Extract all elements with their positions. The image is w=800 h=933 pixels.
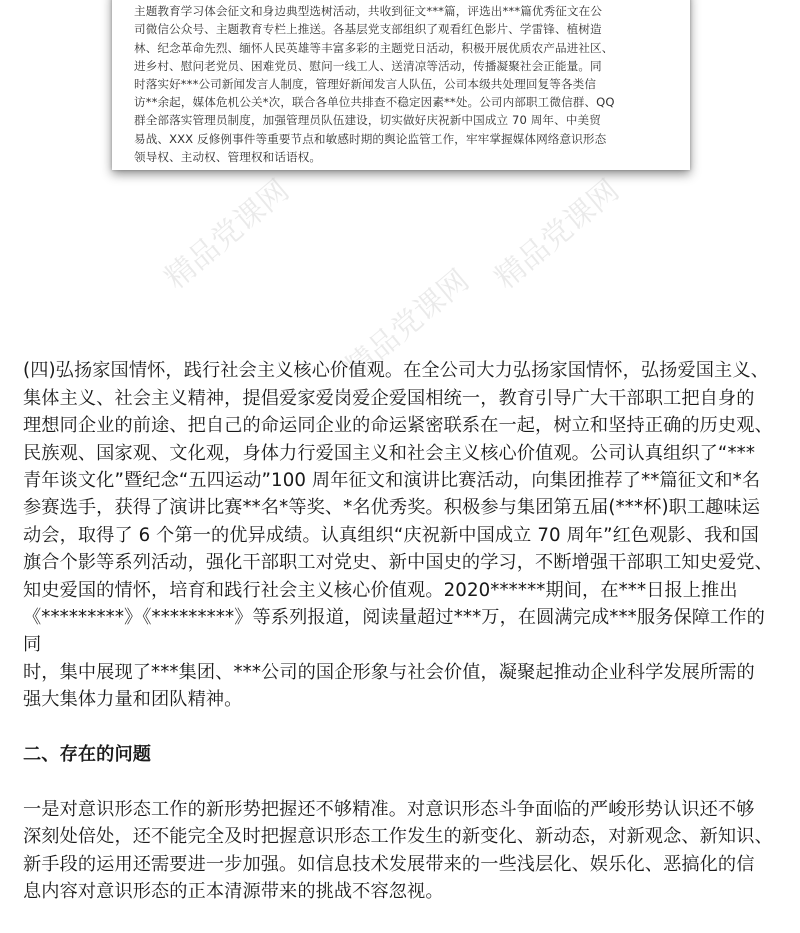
section-four-paragraph: (四)弘扬家国情怀，践行社会主义核心价值观。在全公司大力弘扬家国情怀，弘扬爱国主义、 集体主义、社会主义精神，提倡爱家爱岗爱企爱国相统一，教育引导广大干部职工把自身的 理想同企业的前途、把自己的命运同企业的命运紧密联系在一起，树立和坚持正确的历史观、 民族观、国家观、文化观，身体力行爱国主义和社会主义核心价值观。公司认真组织了“*** 青年谈文化”暨纪念“五四运动”100 周年征文和演讲比赛活动，向集团推荐了**篇征文和*名 参赛选手，获得了演讲比赛**名*等奖、*名优秀奖。积极参与集团第五届(***杯)职工趣味运 动会，取得了 6 个第一的优异成绩。认真组织“庆祝新中国成立 70 周年”红色观影、我和国 旗合个影等系列活动，强化干部职工对党史、新中国史的学习，不断增强干部职工知史爱党、 知史爱国的情怀，培育和践行社会主义核心价值观。2020******期间，在***日报上推出 《*********》《*********》等系列报道，阅读量超过***万，在圆满完成***服务保障工作的同 时，集中展现了***集团、***公司的国企形象与社会价值，凝聚起推动企业科学发展所需的 强大集体力量和团队精神。 — [23, 360, 773, 711]
section-two-heading: 二、存在的问题 — [23, 744, 152, 766]
watermark: 精品党课网 — [158, 173, 296, 297]
watermark: 精品党课网 — [338, 263, 476, 387]
watermark: 精品党课网 — [488, 173, 626, 297]
document-body — [23, 330, 783, 933]
section-two-paragraph: 一是对意识形态工作的新形势把握还不够精准。对意识形态斗争面临的严峻形势认识还不够 深刻处倍处，还不能完全及时把握意识形态工作发生的新变化、新动态，对新观念、新知识、 新手段的运用还需要进一步加强。如信息技术发展带来的一些浅层化、娱乐化、恶搞化的信 息内容对意识形态的正本清源带来的挑战不容忽视。 — [23, 798, 773, 903]
card-body-text: 主题教育学习体会征文和身边典型选树活动，共收到征文***篇，评选出***篇优秀征文在公 司微信公众号、主题教育专栏上推送。各基层党支部组织了观看红色影片、学雷锋、植树造 林、纪念革命先烈、缅怀人民英雄等丰富多彩的主题党日活动，积极开展优质农产品进社区、 进乡村、慰问老党员、困难党员、慰问一线工人、送清凉等活动，传播凝聚社会正能量。同 时落实好***公司新闻发言人制度，管理好新闻发言人队伍，公司本级共处理回复等各类信 访**余起，媒体危机公关*次，联合各单位共排查不稳定因素**处。公司内部职工微信群、QQ 群全部落实管理员制度，加强管理员队伍建设，切实做好庆祝新中国成立 70 周年、中美贸 易战、XXX 反修例事件等重要节点和敏感时期的舆论监管工作，牢牢掌握媒体网络意识形态 领导权、主动权、管理权和话语权。 — [134, 4, 615, 164]
page-preview-card — [112, 0, 690, 170]
